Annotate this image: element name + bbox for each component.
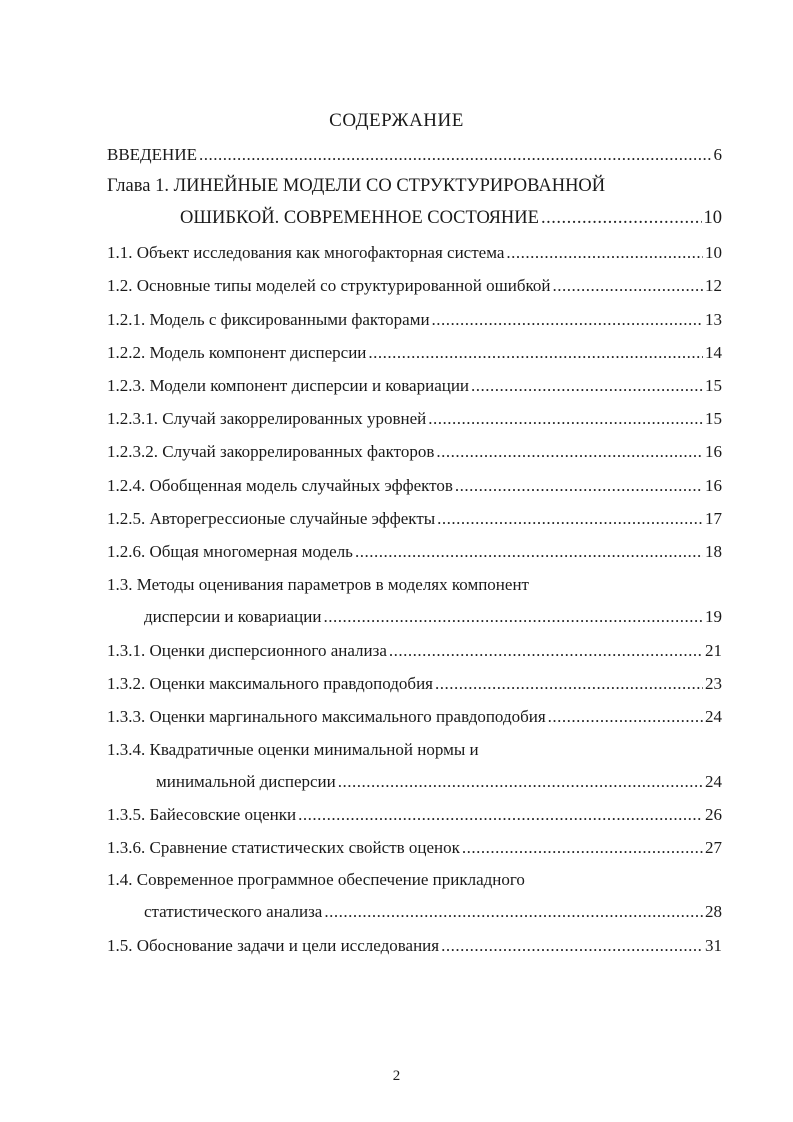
toc-entry-page: 21 bbox=[705, 641, 722, 660]
toc-entry-text: 1.2.2. Модель компонент дисперсии bbox=[107, 343, 367, 362]
toc-entry-page: 10 bbox=[705, 243, 722, 262]
toc-leader-dots bbox=[462, 838, 703, 858]
toc-entry-1-2-1[interactable] bbox=[107, 310, 722, 332]
toc-entry-text: 1.2.1. Модель с фиксированными факторами bbox=[107, 310, 430, 329]
toc-entry-text: 1.3. Методы оценивания параметров в моделях компонент bbox=[107, 575, 529, 594]
toc-leader-dots bbox=[441, 936, 703, 956]
toc-entry-page: 16 bbox=[705, 442, 722, 461]
toc-entry-text: 1.3.4. Квадратичные оценки минимальной нормы и bbox=[107, 740, 479, 759]
toc-entry-text: статистического анализа bbox=[144, 902, 323, 921]
toc-entry-text: 1.3.6. Сравнение статистических свойств оценок bbox=[107, 838, 460, 857]
toc-entry-chapter-1-cont[interactable] bbox=[180, 208, 722, 230]
toc-entry-page: 24 bbox=[705, 707, 722, 726]
toc-leader-dots bbox=[389, 641, 703, 661]
toc-entry-page: 24 bbox=[705, 772, 722, 791]
toc-entry-text: 1.4. Современное программное обеспечение прикладного bbox=[107, 870, 525, 889]
toc-entry-text: дисперсии и ковариации bbox=[144, 607, 322, 626]
toc-entry-page: 17 bbox=[705, 509, 722, 528]
toc-entry-text: 1.3.5. Байесовские оценки bbox=[107, 805, 297, 824]
toc-entry-text: 1.2.3.2. Случай закоррелированных факторов bbox=[107, 442, 435, 461]
toc-entry-text: 1.2. Основные типы моделей со структурированной ошибкой bbox=[107, 276, 551, 295]
toc-entry-1-1[interactable] bbox=[107, 243, 722, 265]
toc-entry-1-3[interactable] bbox=[107, 575, 722, 597]
toc-entry-1-4-cont[interactable] bbox=[144, 902, 722, 924]
toc-entry-1-3-5[interactable] bbox=[107, 805, 722, 827]
toc-leader-dots bbox=[428, 409, 703, 429]
toc-entry-text: минимальной дисперсии bbox=[156, 772, 336, 791]
page-title: СОДЕРЖАНИЕ bbox=[329, 110, 464, 131]
toc-entry-1-3-2[interactable] bbox=[107, 674, 722, 696]
toc-entry-page: 6 bbox=[713, 145, 722, 164]
toc-leader-dots bbox=[506, 243, 703, 263]
toc-entry-page: 27 bbox=[705, 838, 722, 857]
toc-entry-1-2-4[interactable] bbox=[107, 476, 722, 498]
toc-entry-text: 1.2.3.1. Случай закоррелированных уровней bbox=[107, 409, 427, 428]
toc-entry-text: Глава 1. ЛИНЕЙНЫЕ МОДЕЛИ СО СТРУКТУРИРОВАННОЙ bbox=[107, 176, 606, 196]
toc-leader-dots bbox=[368, 343, 703, 363]
toc-entry-text: 1.3.2. Оценки максимального правдоподобия bbox=[107, 674, 433, 693]
toc-entry-page: 15 bbox=[705, 376, 722, 395]
toc-leader-dots bbox=[432, 310, 703, 330]
toc-leader-dots bbox=[323, 607, 703, 627]
toc-entry-1-2-5[interactable] bbox=[107, 509, 722, 531]
toc-entry-page: 26 bbox=[705, 805, 722, 824]
toc-entry-text: 1.1. Объект исследования как многофакторная система bbox=[107, 243, 505, 262]
toc-leader-dots bbox=[541, 208, 702, 229]
toc-entry-text: 1.5. Обоснование задачи и цели исследования bbox=[107, 936, 440, 955]
toc-entry-text: 1.3.1. Оценки дисперсионного анализа bbox=[107, 641, 387, 660]
toc-entry-page: 10 bbox=[703, 208, 722, 228]
toc-entry-1-4[interactable] bbox=[107, 870, 722, 892]
toc-entry-page: 18 bbox=[705, 542, 722, 561]
toc-leader-dots bbox=[324, 902, 703, 922]
toc-leader-dots bbox=[436, 442, 703, 462]
toc-entry-text: 1.2.4. Обобщенная модель случайных эффектов bbox=[107, 476, 453, 495]
toc-entry-1-3-4[interactable] bbox=[107, 740, 722, 762]
toc-entry-1-2-2[interactable] bbox=[107, 343, 722, 365]
toc-entry-1-2[interactable] bbox=[107, 276, 722, 298]
toc-entry-page: 23 bbox=[705, 674, 722, 693]
toc-entry-1-3-1[interactable] bbox=[107, 641, 722, 663]
toc-leader-dots bbox=[435, 674, 703, 694]
toc-leader-dots bbox=[298, 805, 703, 825]
toc-entry-text: ОШИБКОЙ. СОВРЕМЕННОЕ СОСТОЯНИЕ bbox=[180, 208, 539, 228]
toc-leader-dots bbox=[338, 772, 703, 792]
toc-leader-dots bbox=[199, 145, 712, 165]
toc-entry-introduction[interactable] bbox=[107, 145, 722, 167]
toc-entry-page: 13 bbox=[705, 310, 722, 329]
toc-entry-1-2-6[interactable] bbox=[107, 542, 722, 564]
toc-entry-text: 1.2.3. Модели компонент дисперсии и ковариации bbox=[107, 376, 470, 395]
toc-entry-1-2-3[interactable] bbox=[107, 376, 722, 398]
toc-entry-page: 28 bbox=[705, 902, 722, 921]
toc-leader-dots bbox=[355, 542, 703, 562]
toc-entry-1-5[interactable] bbox=[107, 936, 722, 958]
toc-entry-1-2-3-1[interactable] bbox=[107, 409, 722, 431]
toc-entry-1-3-4-cont[interactable] bbox=[156, 772, 722, 794]
toc-entry-chapter-1[interactable] bbox=[107, 176, 722, 198]
toc-entry-1-3-3[interactable] bbox=[107, 707, 722, 729]
toc-entry-page: 14 bbox=[705, 343, 722, 362]
toc-leader-dots bbox=[548, 707, 703, 727]
page-number: 2 bbox=[392, 1068, 401, 1084]
toc-entry-text: 1.2.6. Общая многомерная модель bbox=[107, 542, 353, 561]
toc-leader-dots bbox=[471, 376, 703, 396]
toc-entry-page: 19 bbox=[705, 607, 722, 626]
toc-entry-1-2-3-2[interactable] bbox=[107, 442, 722, 464]
toc-entry-page: 31 bbox=[705, 936, 722, 955]
toc-entry-1-3-cont[interactable] bbox=[144, 607, 722, 629]
toc-leader-dots bbox=[437, 509, 703, 529]
toc-entry-1-3-6[interactable] bbox=[107, 838, 722, 860]
toc-entry-page: 16 bbox=[705, 476, 722, 495]
toc-entry-text: 1.3.3. Оценки маргинального максимального правдоподобия bbox=[107, 707, 546, 726]
toc-entry-text: 1.2.5. Авторегрессионые случайные эффекты bbox=[107, 509, 436, 528]
toc-leader-dots bbox=[552, 276, 703, 296]
toc-entry-page: 15 bbox=[705, 409, 722, 428]
toc-entry-text: ВВЕДЕНИЕ bbox=[107, 145, 197, 164]
toc-entry-page: 12 bbox=[705, 276, 722, 295]
toc-leader-dots bbox=[455, 476, 703, 496]
